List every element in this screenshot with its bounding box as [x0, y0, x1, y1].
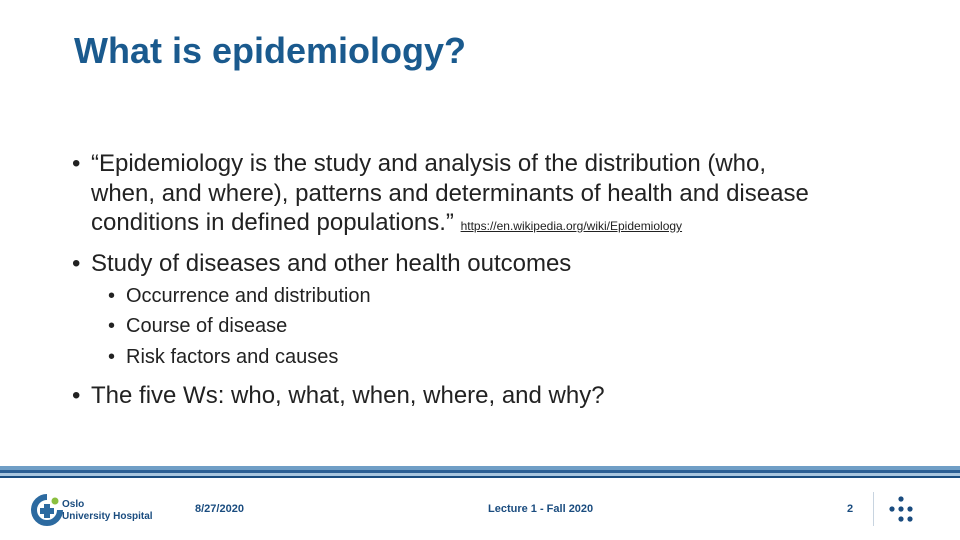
logo-line1: Oslo [62, 499, 85, 510]
footer-date: 8/27/2020 [195, 503, 244, 515]
bullet-marker: • [72, 382, 81, 409]
bullet-definition-line2: when, and where), patterns and determinants of health and disease [91, 180, 809, 207]
bullet-text: Study of diseases and other health outcomes [91, 250, 572, 277]
bullet-text: The five Ws: who, what, when, where, and why? [91, 382, 605, 409]
bullet-marker: • [108, 285, 116, 307]
wikipedia-link[interactable]: https://en.wikipedia.org/wiki/Epidemiology [460, 219, 683, 233]
sub-bullet-text: Risk factors and causes [126, 346, 339, 368]
bullet-marker: • [108, 346, 116, 368]
bullet-definition-line3 [91, 209, 682, 237]
sub-bullet-text: Occurrence and distribution [126, 285, 371, 307]
logo-text [62, 499, 153, 523]
logo-line2: University Hospital [62, 511, 153, 522]
dots-logo-icon [889, 496, 913, 522]
bullet-text-line3: conditions in defined populations.” [91, 209, 454, 236]
bullet-five-ws [72, 380, 605, 412]
sub-bullet [108, 346, 338, 369]
footer-page-number: 2 [847, 503, 854, 515]
sub-bullet [108, 285, 371, 308]
footer-stripe [0, 476, 960, 478]
slide-title: What is epidemiology? [74, 30, 467, 71]
bullet-text-line1: “Epidemiology is the study and analysis of the distribution (who, [91, 150, 767, 177]
bullet-marker: • [72, 250, 81, 277]
bullet-marker: • [72, 150, 81, 177]
bullet-definition [72, 148, 766, 180]
bullet-study [72, 248, 571, 280]
sub-bullet [108, 315, 287, 338]
footer-lecture: Lecture 1 - Fall 2020 [488, 503, 594, 515]
bullet-marker: • [108, 315, 116, 337]
oslo-hospital-logo-icon [30, 493, 64, 527]
sub-bullet-text: Course of disease [126, 315, 288, 337]
footer-divider [873, 492, 874, 526]
